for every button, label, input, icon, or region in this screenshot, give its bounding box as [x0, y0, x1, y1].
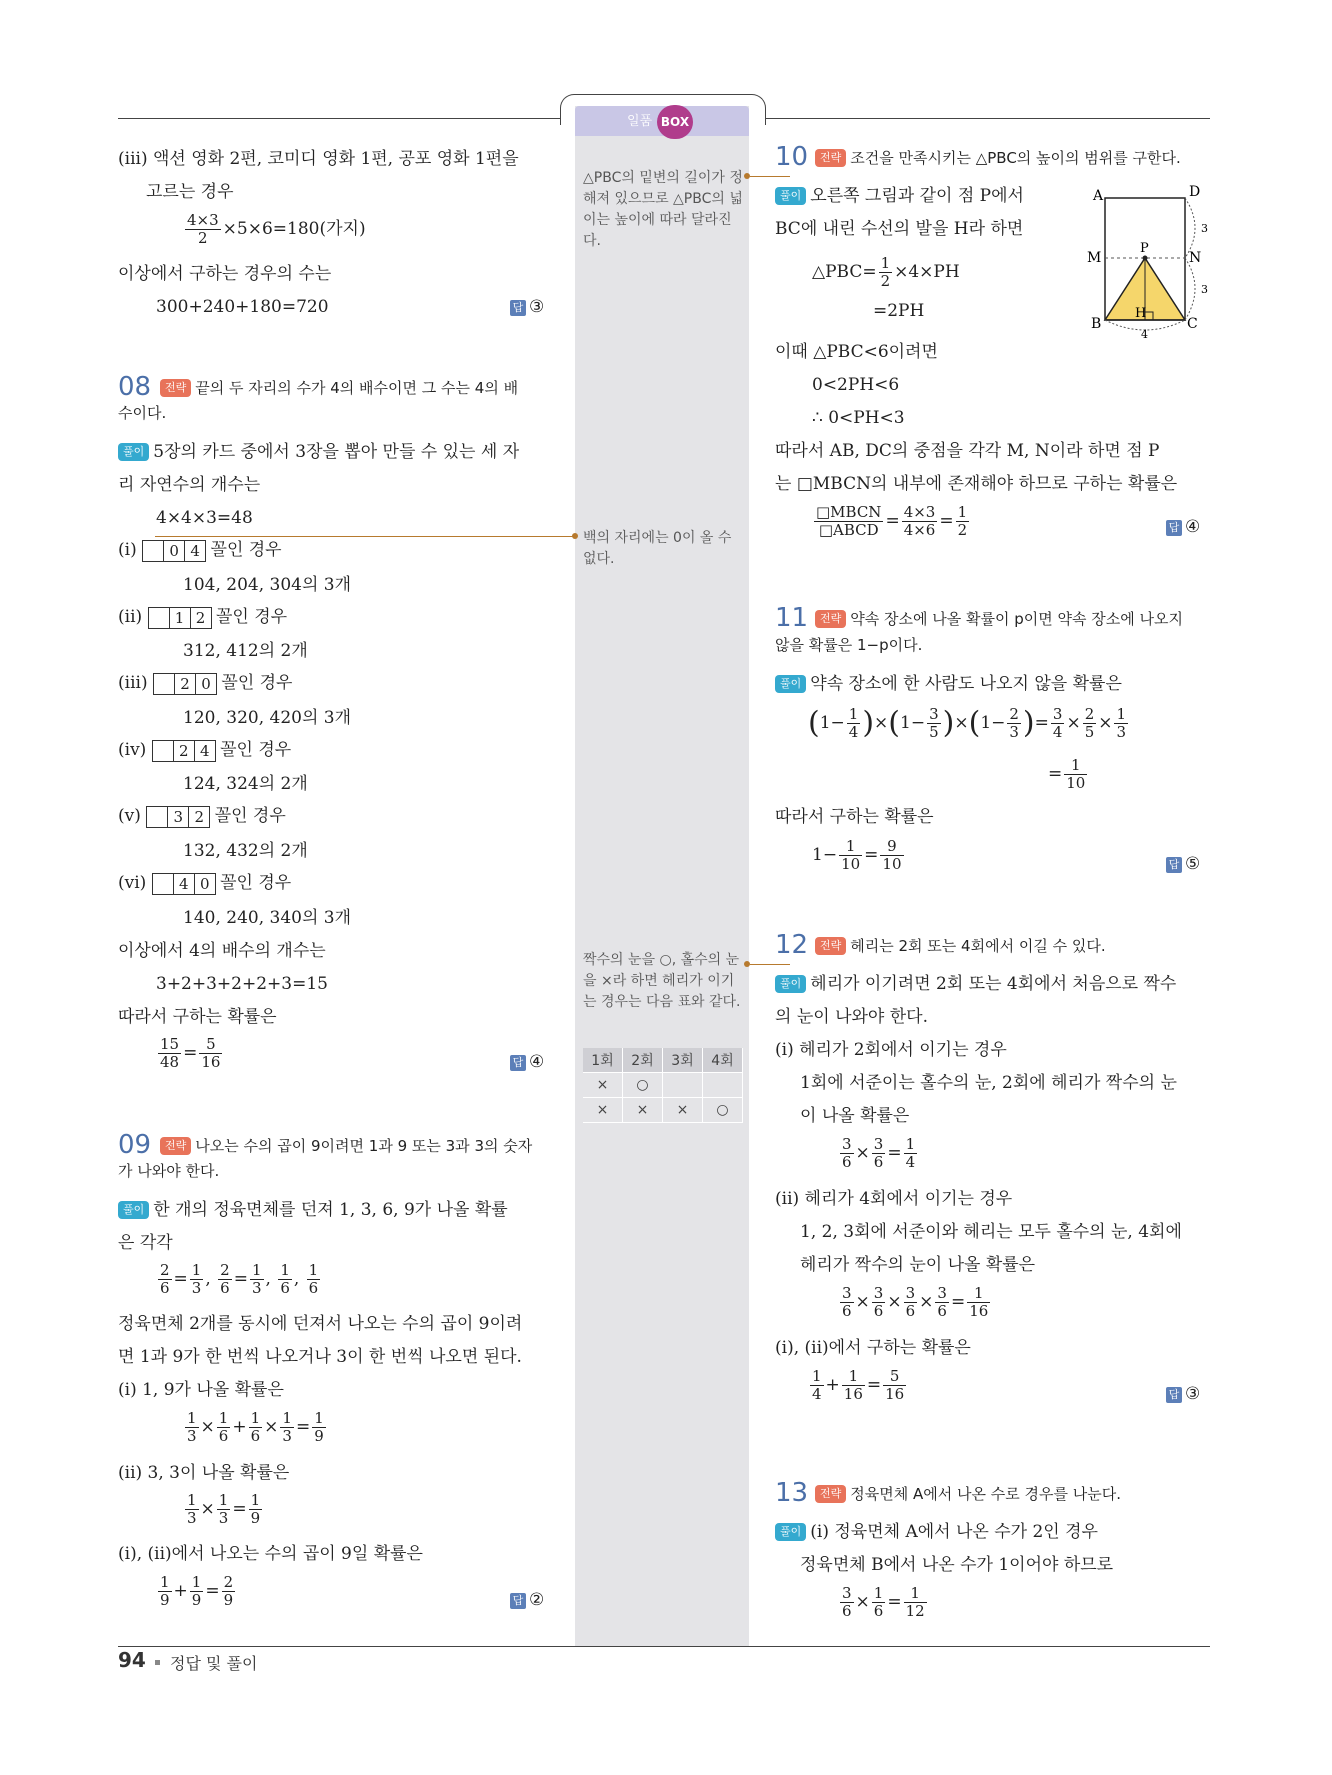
leader-dot [572, 533, 578, 539]
text-line: 이상에서 4의 배수의 개수는 [118, 941, 326, 961]
fig-label: C [1187, 316, 1198, 332]
solution-line: 풀이 헤리가 이기려면 2회 또는 4회에서 처음으로 짝수 [775, 973, 1176, 995]
text-line: (i), (ii)에서 구하는 확률은 [775, 1338, 971, 1358]
table-cell: × [583, 1073, 623, 1098]
leader-line [750, 176, 790, 177]
case-result: 132, 432의 2개 [183, 841, 308, 861]
case-line: (ii) 1 2 꼴인 경우 [118, 607, 288, 627]
formula: $\frac{15}{48}$ = $\frac{5}{16}$ [160, 1035, 221, 1071]
table-head: 4회 [703, 1048, 743, 1073]
formula: $\frac{4\times 3}{2}$ ×5×6=180(가지) [187, 211, 366, 247]
question-number: 11 [775, 603, 809, 633]
table-head: 3회 [663, 1048, 703, 1073]
table-cell: ○ [623, 1073, 663, 1098]
case-result: 104, 204, 304의 3개 [183, 575, 352, 595]
table-cell: × [583, 1098, 623, 1123]
fig-label: 4 [1141, 328, 1148, 340]
solution-line: 풀이 약속 장소에 한 사람도 나오지 않을 확률은 [775, 673, 1122, 695]
rectangle-figure [1085, 180, 1215, 340]
text-line: (i) 1, 9가 나올 확률은 [118, 1380, 284, 1400]
case-line: (iii) 2 0 꼴인 경우 [118, 673, 293, 693]
question-number: 09 [118, 1130, 152, 1160]
text-line: 는 □MBCN의 내부에 존재해야 하므로 구하는 확률은 [775, 474, 1178, 494]
fig-label: 3 [1201, 283, 1208, 296]
case-result: 124, 324의 2개 [183, 774, 308, 794]
text-line: 리 자연수의 개수는 [118, 475, 261, 495]
text-line: 1회에 서준이는 홀수의 눈, 2회에 헤리가 짝수의 눈 [800, 1073, 1177, 1093]
sidenote-3: 짝수의 눈을 ○, 홀수의 눈을 ×라 하면 헤리가 이기는 경우는 다음 표와 같다. [583, 952, 741, 1010]
text-line: 따라서 AB, DC의 중점을 각각 M, N이라 하면 점 P [775, 441, 1160, 461]
fig-label: P [1140, 241, 1149, 256]
strategy-line: 전략 끝의 두 자리의 수가 4의 배수이면 그 수는 4의 배 [160, 377, 518, 399]
text-line: (iii) 액션 영화 2편, 코미디 영화 1편, 공포 영화 1편을 [118, 149, 519, 169]
formula: =2PH [873, 301, 925, 321]
text-line: BC에 내린 수선의 발을 H라 하면 [775, 219, 1024, 239]
solution-line: 풀이 (i) 정육면체 A에서 나온 수가 2인 경우 [775, 1521, 1098, 1543]
formula: $\frac{1}{4}$ + $\frac{1}{16}$ = $\frac{5}{16}$ [812, 1367, 905, 1403]
answer-mark: 답 ④ [1166, 516, 1200, 538]
case-line: (iv) 2 4 꼴인 경우 [118, 740, 292, 760]
formula: 0<2PH<6 [812, 375, 900, 395]
formula: $\frac{3}{6}$ × $\frac{3}{6}$ × $\frac{3}{6}$ × $\frac{3}{6}$ = $\frac{1}{16}$ [842, 1284, 989, 1320]
fig-label: A [1093, 188, 1104, 204]
formula: $\frac{2}{6}$ = $\frac{1}{3}$ , $\frac{2}{6}$ = $\frac{1}{3}$ , $\frac{1}{6}$ , $\frac{1}{6}$ [160, 1261, 319, 1297]
case-result: 140, 240, 340의 3개 [183, 908, 352, 928]
text-line: 이상에서 구하는 경우의 수는 [118, 264, 332, 284]
table-head: 1회 [583, 1048, 623, 1073]
table-cell: × [623, 1098, 663, 1123]
text-line: 면 1과 9가 한 번씩 나오거나 3이 한 번씩 나오면 된다. [118, 1347, 522, 1367]
formula: $\frac{\text{□MBCN}}{\text{□ABCD}}$ = $\frac{4\times 3}{4\times 6}$ = $\frac{1}{2}$ [816, 503, 968, 539]
table-cell: ○ [703, 1098, 743, 1123]
fig-label: 3 [1201, 222, 1208, 235]
text-line: 가 나와야 한다. [118, 1162, 220, 1180]
footer-label: 정답 및 풀이 [170, 1654, 258, 1673]
fraction: $\frac{4\times 3}{2}$ [187, 211, 219, 247]
fig-label: H [1135, 306, 1147, 321]
fig-label: N [1189, 250, 1202, 266]
formula: ∴ 0<PH<3 [812, 408, 905, 428]
text-line: (i), (ii)에서 나오는 수의 곱이 9일 확률은 [118, 1544, 423, 1564]
formula: 3+2+3+2+2+3=15 [156, 974, 328, 994]
sidenote-1: △PBC의 밑변의 길이가 정해져 있으므로 △PBC의 넓이는 높이에 따라 달라진다. [583, 170, 743, 249]
solution-line: 풀이 오른쪽 그림과 같이 점 P에서 [775, 185, 1024, 207]
text-line: 헤리가 짝수의 눈이 나올 확률은 [800, 1255, 1036, 1275]
formula: 4×4×3=48 [156, 508, 253, 528]
question-number: 10 [775, 142, 809, 172]
answer-mark: 답 ⑤ [1166, 853, 1200, 875]
formula: $\frac{3}{6}$ × $\frac{1}{6}$ = $\frac{1}{12}$ [842, 1584, 925, 1620]
question-number: 12 [775, 930, 809, 960]
table-head: 2회 [623, 1048, 663, 1073]
text-line: 않을 확률은 1−p이다. [775, 636, 923, 654]
question-number: 08 [118, 372, 152, 402]
formula: = $\frac{1}{10}$ [1048, 756, 1086, 792]
footer-bullet [155, 1660, 160, 1665]
answer-mark: 답 ③ [1166, 1383, 1200, 1405]
case-result: 120, 320, 420의 3개 [183, 708, 352, 728]
formula: $\frac{1}{3}$ × $\frac{1}{6}$ + $\frac{1}{6}$ × $\frac{1}{3}$ = $\frac{1}{9}$ [187, 1409, 324, 1445]
fraction: $\frac{15}{48}$ [160, 1035, 180, 1071]
text-line: 따라서 구하는 확률은 [775, 807, 934, 827]
formula: (1− $\frac{1}{4}$ )×(1− $\frac{3}{5}$ )×(1− $\frac{2}{3}$ )= $\frac{3}{4}$ × $\frac{2}{5}$ × $\frac{1}{3}$ [808, 705, 1127, 741]
formula: $\frac{1}{9}$ + $\frac{1}{9}$ = $\frac{2}{9}$ [160, 1573, 234, 1609]
solution-line: 풀이 5장의 카드 중에서 3장을 뽑아 만들 수 있는 세 자 [118, 441, 519, 463]
strategy-line: 전략 헤리는 2회 또는 4회에서 이길 수 있다. [815, 935, 1106, 957]
text-line: 수이다. [118, 404, 167, 422]
text-line: (ii) 3, 3이 나올 확률은 [118, 1463, 290, 1483]
fraction: $\frac{5}{16}$ [201, 1035, 221, 1071]
strategy-line: 전략 약속 장소에 나올 확률이 p이면 약속 장소에 나오지 [815, 608, 1183, 630]
leader-line [750, 964, 790, 965]
formula: $\frac{1}{3}$ × $\frac{1}{3}$ = $\frac{1}{9}$ [187, 1491, 261, 1527]
case-line: (vi) 4 0 꼴인 경우 [118, 873, 292, 893]
text-line: (ii) 헤리가 4회에서 이기는 경우 [775, 1189, 1013, 1209]
question-number: 13 [775, 1478, 809, 1508]
sidenote-column [575, 106, 749, 1646]
table-cell [703, 1073, 743, 1098]
text-line: 따라서 구하는 확률은 [118, 1007, 277, 1027]
formula: △PBC= $\frac{1}{2}$ ×4×PH [812, 254, 960, 290]
page-number: 94 [118, 1648, 146, 1672]
box-badge: BOX [657, 105, 693, 139]
win-table [583, 1048, 743, 1123]
case-line: (i) 0 4 꼴인 경우 [118, 540, 282, 560]
table-cell: × [663, 1098, 703, 1123]
answer-mark: 답 ③ [510, 296, 544, 318]
text-line: 이때 △PBC<6이려면 [775, 342, 938, 362]
strategy-line: 전략 조건을 만족시키는 △PBC의 높이의 범위를 구한다. [815, 147, 1181, 169]
text-line: 정육면체 B에서 나온 수가 1이어야 하므로 [800, 1555, 1114, 1575]
solution-line: 풀이 한 개의 정육면체를 던져 1, 3, 6, 9가 나올 확률 [118, 1199, 508, 1221]
strategy-line: 전략 나오는 수의 곱이 9이려면 1과 9 또는 3과 3의 숫자 [160, 1135, 532, 1157]
text-line: 고르는 경우 [146, 182, 234, 202]
text-line: 의 눈이 나와야 한다. [775, 1007, 928, 1027]
text-line: (i) 헤리가 2회에서 이기는 경우 [775, 1040, 1007, 1060]
box-title: 일품 [627, 114, 653, 129]
bottom-rule [118, 1646, 1210, 1647]
answer-mark: 답 ② [510, 1589, 544, 1611]
sidenote-2: 백의 자리에는 0이 올 수 없다. [583, 530, 732, 567]
fig-label: M [1087, 250, 1102, 266]
case-result: 312, 412의 2개 [183, 641, 308, 661]
leader-line [155, 536, 575, 537]
formula: 300+240+180=720 [156, 297, 329, 317]
text-line: 이 나올 확률은 [800, 1106, 910, 1126]
table-cell [663, 1073, 703, 1098]
answer-mark: 답 ④ [510, 1051, 544, 1073]
text-line: 1, 2, 3회에 서준이와 헤리는 모두 홀수의 눈, 4회에 [800, 1222, 1182, 1242]
case-line: (v) 3 2 꼴인 경우 [118, 806, 286, 826]
formula: $\frac{3}{6}$ × $\frac{3}{6}$ = $\frac{1}{4}$ [842, 1135, 916, 1171]
formula: 1− $\frac{1}{10}$ = $\frac{9}{10}$ [812, 837, 902, 873]
fig-label: D [1189, 184, 1201, 200]
strategy-line: 전략 정육면체 A에서 나온 수로 경우를 나눈다. [815, 1483, 1121, 1505]
text-line: 은 각각 [118, 1233, 173, 1253]
fig-label: B [1091, 316, 1102, 332]
text-line: 정육면체 2개를 동시에 던져서 나오는 수의 곱이 9이려 [118, 1314, 523, 1334]
